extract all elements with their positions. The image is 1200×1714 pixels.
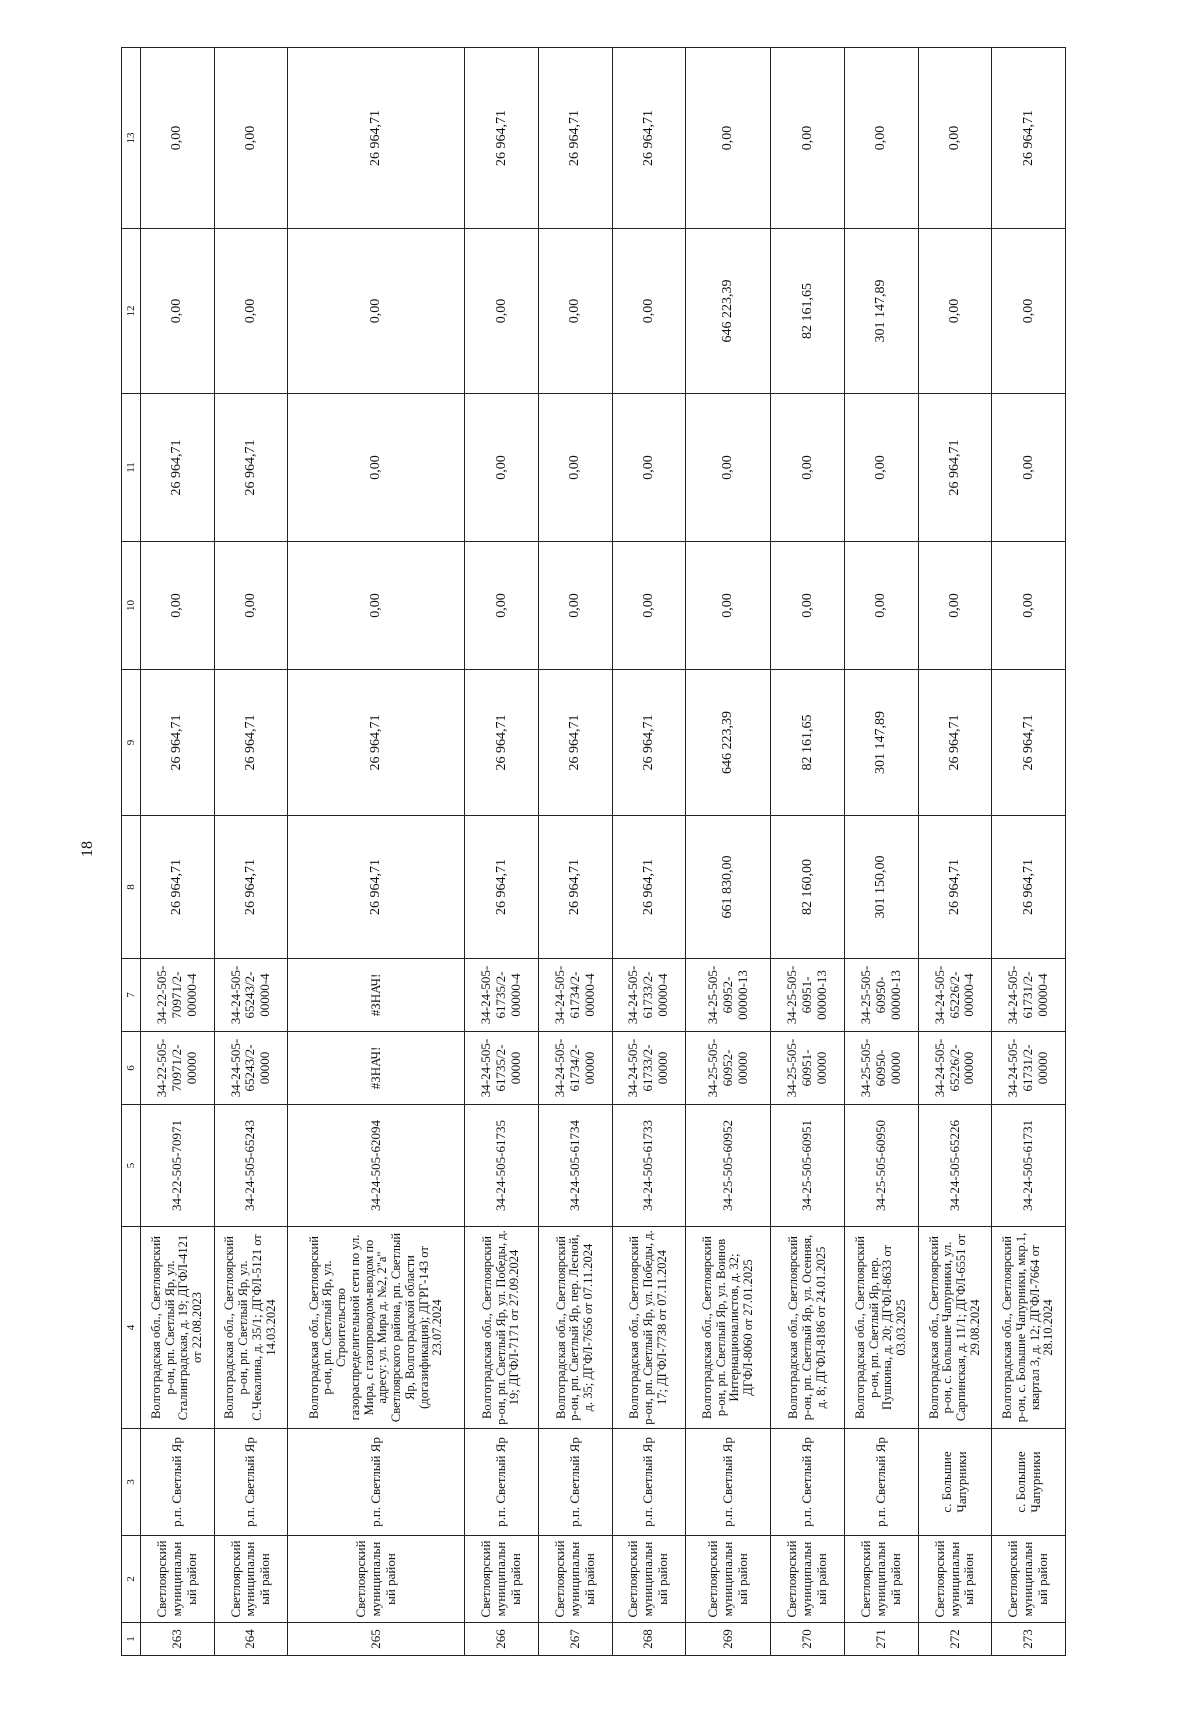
row-number: 270 [771,1623,845,1656]
amount-cell: 0,00 [465,394,539,542]
object-cell: 34-24-505-61731/2-00000-4 [992,959,1066,1032]
amount-cell: 26 964,71 [992,816,1066,959]
account-cell: 34-24-505-61735/2-00000 [465,1032,539,1105]
district-cell: Светлоярский муниципальный район [992,1536,1066,1623]
address-cell: Волгоградская обл., Светлоярский р-он, с. Большие Чапурники, мкр.1, квартал 3, д. 12; ДГФЛ-7664 от 28.10.2024 [992,1227,1066,1429]
amount-cell: 661 830,00 [686,816,771,959]
address-cell: Волгоградская обл., Светлоярский р-он, рп. Светлый Яр, ул. Осенняя, д. 8; ДГФЛ-8186 от 24.01.2025 [771,1227,845,1429]
table-row [141,48,215,1656]
column-number-header: 4 [122,1227,141,1429]
row-number: 267 [538,1623,612,1656]
code-cell: 34-24-505-61734 [538,1105,612,1227]
amount-cell: 26 964,71 [612,670,686,816]
amount-cell: 0,00 [845,48,919,229]
object-cell: 34-24-505-61733/2-00000-4 [612,959,686,1032]
address-cell: Волгоградская обл., Светлоярский р-он, рп. Светлый Яр, ул. Строительство газораспределительной сети по ул. Мира, с газопроводом-вводом по адресу: ул. Мира д. №2, 2"а" Светлоярского района, рп. Светлый Яр, Волгоградской области (догазификация); ДГРГ-143 от 23.07.2024 [288,1227,465,1429]
district-cell: Светлоярский муниципальный район [845,1536,919,1623]
table-row [465,48,539,1656]
settlement-cell: р.п. Светлый Яр [538,1429,612,1536]
address-cell: Волгоградская обл., Светлоярский р-он, рп. Светлый Яр, ул. Сталинградская, д. 19; ДГФЛ-4121 от 22.08.2023 [141,1227,215,1429]
code-cell: 34-25-505-60951 [771,1105,845,1227]
code-cell: 34-24-505-65226 [918,1105,992,1227]
column-number-header: 10 [122,542,141,670]
amount-cell: 0,00 [465,542,539,670]
amount-cell: 0,00 [538,394,612,542]
amount-cell: 0,00 [992,229,1066,394]
code-cell: 34-24-505-61731 [992,1105,1066,1227]
settlement-cell: р.п. Светлый Яр [288,1429,465,1536]
column-number-header: 12 [122,229,141,394]
district-cell: Светлоярский муниципальный район [465,1536,539,1623]
amount-cell: 0,00 [214,229,288,394]
settlement-cell: р.п. Светлый Яр [465,1429,539,1536]
district-cell: Светлоярский муниципальный район [538,1536,612,1623]
amount-cell: 0,00 [214,542,288,670]
account-cell: 34-22-505-70971/2-00000 [141,1032,215,1105]
amount-cell: 26 964,71 [288,48,465,229]
object-cell: 34-22-505-70971/2-00000-4 [141,959,215,1032]
address-cell: Волгоградская обл., Светлоярский р-он, рп. Светлый Яр, ул. Воинов Интернационалистов, д. 32; ДГФЛ-8060 от 27.01.2025 [686,1227,771,1429]
column-number-header: 11 [122,394,141,542]
amount-cell: 82 161,65 [771,229,845,394]
object-cell: #ЗНАЧ! [288,959,465,1032]
column-number-header: 5 [122,1105,141,1227]
column-number-header: 6 [122,1032,141,1105]
amount-cell: 0,00 [288,394,465,542]
row-number: 273 [992,1623,1066,1656]
amount-cell: 0,00 [465,229,539,394]
amount-cell: 26 964,71 [288,816,465,959]
account-cell: 34-24-505-61731/2-00000 [992,1032,1066,1105]
address-cell: Волгоградская обл., Светлоярский р-он, рп. Светлый Яр, ул. Победы, д. 17; ДГФЛ-7738 от 07.11.2024 [612,1227,686,1429]
code-cell: 34-24-505-61733 [612,1105,686,1227]
amount-cell: 0,00 [538,229,612,394]
row-number: 266 [465,1623,539,1656]
object-cell: 34-24-505-61734/2-00000-4 [538,959,612,1032]
address-cell: Волгоградская обл., Светлоярский р-он, рп. Светлый Яр, ул. Победы, д. 19; ДГФЛ-7171 от 27.09.2024 [465,1227,539,1429]
column-number-header: 2 [122,1536,141,1623]
amount-cell: 0,00 [771,48,845,229]
amount-cell: 26 964,71 [538,48,612,229]
amount-cell: 26 964,71 [992,670,1066,816]
amount-cell: 0,00 [141,48,215,229]
amount-cell: 0,00 [686,48,771,229]
table-row [538,48,612,1656]
table-body [141,48,1066,1656]
amount-cell: 82 161,65 [771,670,845,816]
row-number: 263 [141,1623,215,1656]
amount-cell: 26 964,71 [538,816,612,959]
account-cell: 34-25-505-60950-00000 [845,1032,919,1105]
district-cell: Светлоярский муниципальный район [141,1536,215,1623]
column-number-header: 1 [122,1623,141,1656]
object-cell: 34-24-505-65243/2-00000-4 [214,959,288,1032]
object-cell: 34-24-505-61735/2-00000-4 [465,959,539,1032]
amount-cell: 26 964,71 [214,816,288,959]
amount-cell: 0,00 [288,542,465,670]
account-cell: 34-25-505-60952-00000 [686,1032,771,1105]
row-number: 271 [845,1623,919,1656]
amount-cell: 646 223,39 [686,229,771,394]
amount-cell: 0,00 [214,48,288,229]
settlement-cell: р.п. Светлый Яр [686,1429,771,1536]
amount-cell: 0,00 [288,229,465,394]
amount-cell: 26 964,71 [918,394,992,542]
object-cell: 34-25-505-60951-00000-13 [771,959,845,1032]
amount-cell: 26 964,71 [141,394,215,542]
row-number: 269 [686,1623,771,1656]
amount-cell: 0,00 [992,394,1066,542]
amount-cell: 26 964,71 [918,816,992,959]
amount-cell: 0,00 [771,542,845,670]
settlement-cell: р.п. Светлый Яр [214,1429,288,1536]
amount-cell: 0,00 [918,542,992,670]
amount-cell: 0,00 [918,229,992,394]
amount-cell: 0,00 [771,394,845,542]
rotated-table-container [121,48,1066,1656]
column-number-header: 3 [122,1429,141,1536]
object-cell: 34-25-505-60950-00000-13 [845,959,919,1032]
amount-cell: 26 964,71 [288,670,465,816]
amount-cell: 26 964,71 [612,816,686,959]
amount-cell: 26 964,71 [141,670,215,816]
amount-cell: 26 964,71 [465,670,539,816]
table-row [992,48,1066,1656]
data-table [121,47,1066,1656]
page-number: 18 [79,841,96,857]
column-number-row [122,48,141,1656]
amount-cell: 0,00 [845,394,919,542]
address-cell: Волгоградская обл., Светлоярский р-он, рп. Светлый Яр, пер. Лесной, д. 35; ДГФЛ-7656 от 07.11.2024 [538,1227,612,1429]
amount-cell: 26 964,71 [612,48,686,229]
amount-cell: 0,00 [686,394,771,542]
district-cell: Светлоярский муниципальный район [214,1536,288,1623]
row-number: 265 [288,1623,465,1656]
amount-cell: 26 964,71 [214,670,288,816]
table-row [845,48,919,1656]
address-cell: Волгоградская обл., Светлоярский р-он, с. Большие Чапурники, ул. Сарпинская, д. 11/1; ДГФЛ-6551 от 29.08.2024 [918,1227,992,1429]
address-cell: Волгоградская обл., Светлоярский р-он, рп. Светлый Яр, пер. Пушкина, д. 20; ДГФЛ-8633 от 03.03.2025 [845,1227,919,1429]
amount-cell: 26 964,71 [465,48,539,229]
settlement-cell: р.п. Светлый Яр [612,1429,686,1536]
district-cell: Светлоярский муниципальный район [612,1536,686,1623]
amount-cell: 301 147,89 [845,670,919,816]
code-cell: 34-24-505-61735 [465,1105,539,1227]
code-cell: 34-24-505-65243 [214,1105,288,1227]
table-row [771,48,845,1656]
settlement-cell: р.п. Светлый Яр [771,1429,845,1536]
row-number: 264 [214,1623,288,1656]
table-row [686,48,771,1656]
table-row [214,48,288,1656]
column-number-header: 9 [122,670,141,816]
amount-cell: 646 223,39 [686,670,771,816]
column-number-header: 8 [122,816,141,959]
amount-cell: 301 147,89 [845,229,919,394]
amount-cell: 0,00 [141,542,215,670]
account-cell: 34-24-505-65243/2-00000 [214,1032,288,1105]
settlement-cell: с. Большие Чапурники [992,1429,1066,1536]
district-cell: Светлоярский муниципальный район [918,1536,992,1623]
amount-cell: 26 964,71 [992,48,1066,229]
amount-cell: 26 964,71 [214,394,288,542]
settlement-cell: с. Большие Чапурники [918,1429,992,1536]
amount-cell: 26 964,71 [918,670,992,816]
object-cell: 34-24-505-65226/2-00000-4 [918,959,992,1032]
amount-cell: 26 964,71 [465,816,539,959]
amount-cell: 0,00 [612,542,686,670]
account-cell: #ЗНАЧ! [288,1032,465,1105]
account-cell: 34-24-505-65226/2-00000 [918,1032,992,1105]
account-cell: 34-24-505-61733/2-00000 [612,1032,686,1105]
table-row [288,48,465,1656]
code-cell: 34-25-505-60952 [686,1105,771,1227]
district-cell: Светлоярский муниципальный район [686,1536,771,1623]
code-cell: 34-22-505-70971 [141,1105,215,1227]
amount-cell: 26 964,71 [538,670,612,816]
table-row [918,48,992,1656]
row-number: 268 [612,1623,686,1656]
amount-cell: 0,00 [612,229,686,394]
amount-cell: 0,00 [686,542,771,670]
row-number: 272 [918,1623,992,1656]
settlement-cell: р.п. Светлый Яр [845,1429,919,1536]
settlement-cell: р.п. Светлый Яр [141,1429,215,1536]
amount-cell: 0,00 [845,542,919,670]
district-cell: Светлоярский муниципальный район [288,1536,465,1623]
amount-cell: 0,00 [141,229,215,394]
table-row [612,48,686,1656]
code-cell: 34-25-505-60950 [845,1105,919,1227]
amount-cell: 0,00 [918,48,992,229]
district-cell: Светлоярский муниципальный район [771,1536,845,1623]
column-number-header: 13 [122,48,141,229]
amount-cell: 0,00 [612,394,686,542]
column-number-header: 7 [122,959,141,1032]
account-cell: 34-24-505-61734/2-00000 [538,1032,612,1105]
amount-cell: 82 160,00 [771,816,845,959]
amount-cell: 0,00 [538,542,612,670]
code-cell: 34-24-505-62094 [288,1105,465,1227]
address-cell: Волгоградская обл., Светлоярский р-он, рп. Светлый Яр, ул. С.Чекалина, д. 35/1; ДГФЛ-5121 от 14.03.2024 [214,1227,288,1429]
amount-cell: 301 150,00 [845,816,919,959]
account-cell: 34-25-505-60951-00000 [771,1032,845,1105]
object-cell: 34-25-505-60952-00000-13 [686,959,771,1032]
amount-cell: 0,00 [992,542,1066,670]
amount-cell: 26 964,71 [141,816,215,959]
